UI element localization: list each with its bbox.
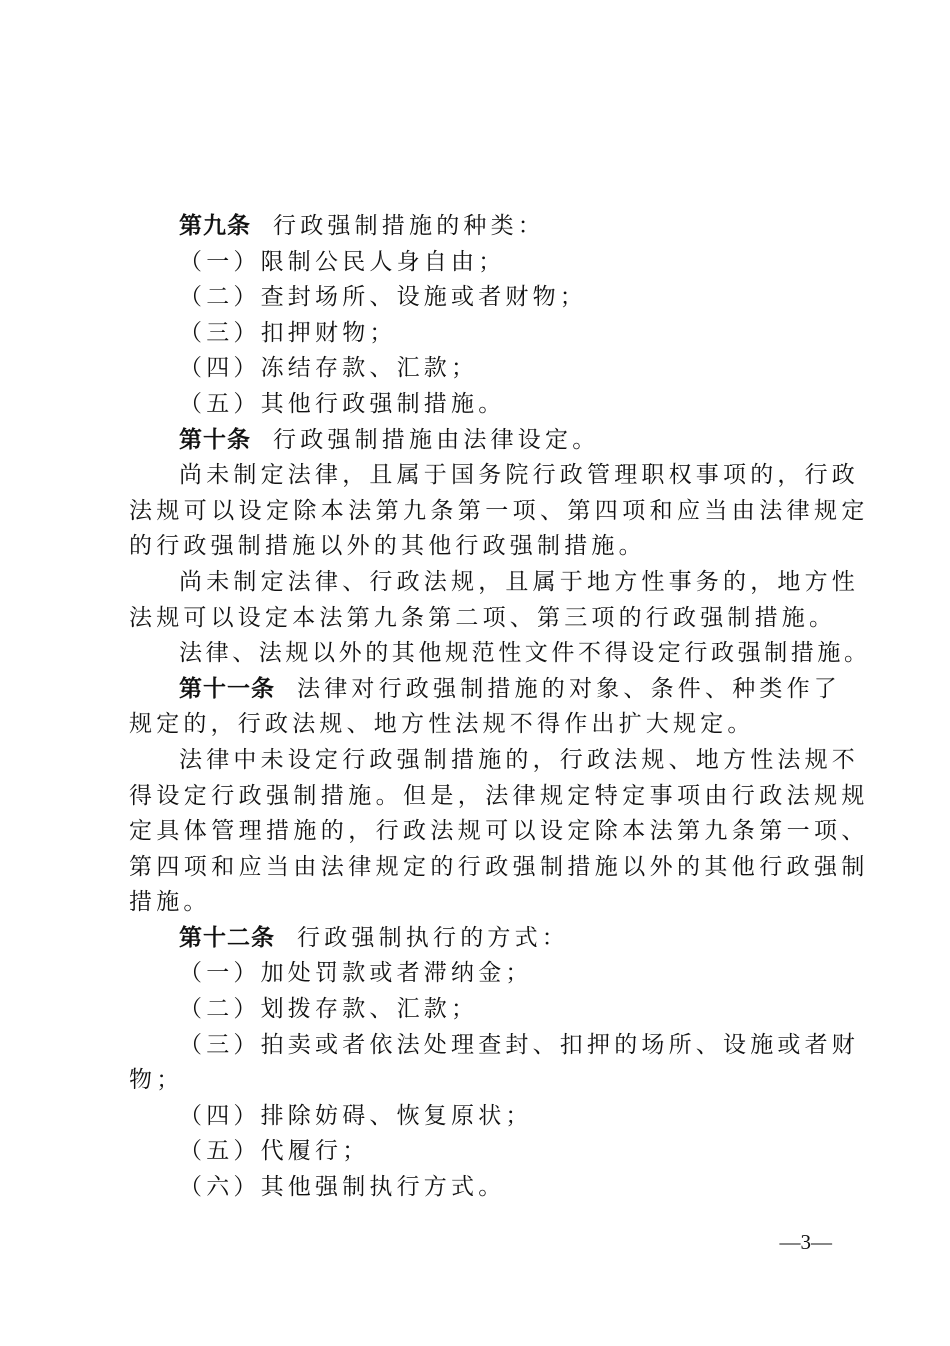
article-9-heading-line xyxy=(129,209,835,245)
article-12-heading-line xyxy=(129,921,835,957)
article-12-item: 物； xyxy=(129,1067,184,1094)
article-11-paragraph-line: 得设定行政强制措施。但是，法律规定特定事项由行政法规规 xyxy=(129,782,869,809)
article-9-heading: 第九条 xyxy=(179,213,251,239)
article-10-heading-line xyxy=(129,423,835,459)
article-10-paragraph-line: 尚未制定法律，且属于国务院行政管理职权事项的，行政 xyxy=(179,462,859,489)
article-12-item: （一）加处罚款或者滞纳金； xyxy=(179,960,533,987)
article-11-heading-line xyxy=(129,672,841,708)
article-9-item: （一）限制公民人身自由； xyxy=(179,248,506,275)
article-9-item: （五）其他行政强制措施。 xyxy=(179,390,506,417)
article-12-item: （三）拍卖或者依法处理查封、扣押的场所、设施或者财 xyxy=(179,1031,859,1058)
document-body xyxy=(129,209,871,1206)
article-10-paragraph-line: 的行政强制措施以外的其他行政强制措施。 xyxy=(129,533,646,560)
article-11-paragraph-line: 措施。 xyxy=(129,889,211,916)
article-11-paragraph-line: 定具体管理措施的，行政法规可以设定除本法第九条第一项、 xyxy=(129,818,869,845)
article-12-item: （二）划拨存款、汇款； xyxy=(179,996,479,1023)
article-9-item: （二）查封场所、设施或者财物； xyxy=(179,284,587,311)
article-12-item: （五）代履行； xyxy=(179,1138,370,1165)
article-11-paragraph-line: 法律中未设定行政强制措施的，行政法规、地方性法规不 xyxy=(179,746,859,773)
article-10-text: 行政强制措施由法律设定。 xyxy=(273,426,600,453)
article-12-item: （四）排除妨碍、恢复原状； xyxy=(179,1102,533,1129)
article-10-heading: 第十条 xyxy=(179,426,251,453)
article-10-paragraph-line: 法规可以设定除本法第九条第一项、第四项和应当由法律规定 xyxy=(129,497,869,524)
article-11-paragraph-line: 第四项和应当由法律规定的行政强制措施以外的其他行政强制 xyxy=(129,853,869,880)
article-10-paragraph-line: 尚未制定法律、行政法规，且属于地方性事务的，地方性 xyxy=(179,568,859,595)
article-9-text: 行政强制措施的种类： xyxy=(273,213,545,239)
article-9-item: （四）冻结存款、汇款； xyxy=(179,355,479,382)
article-10-paragraph-line: 法规可以设定本法第九条第二项、第三项的行政强制措施。 xyxy=(129,604,837,631)
page-number: —3— xyxy=(779,1230,832,1254)
article-10-paragraph-line: 法律、法规以外的其他规范性文件不得设定行政强制措施。 xyxy=(179,640,871,667)
article-12-item: （六）其他强制执行方式。 xyxy=(179,1174,506,1201)
article-9-item: （三）扣押财物； xyxy=(179,319,397,346)
article-11-text: 法律对行政强制措施的对象、条件、种类作了 xyxy=(297,675,841,702)
article-12-heading: 第十二条 xyxy=(179,924,275,951)
article-12-text: 行政强制执行的方式： xyxy=(297,924,569,951)
article-11-paragraph-line: 规定的，行政法规、地方性法规不得作出扩大规定。 xyxy=(129,711,755,738)
article-11-heading: 第十一条 xyxy=(179,675,275,702)
